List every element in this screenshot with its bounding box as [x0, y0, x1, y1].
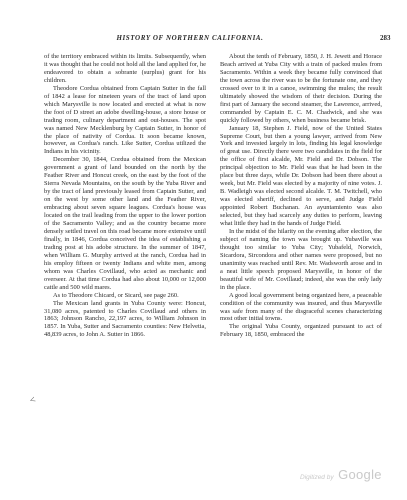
stamp-brand: Google	[338, 467, 382, 482]
paragraph: The original Yuba County, organized pursuant to act of February 18, 1850, embraced the	[220, 323, 382, 339]
page-title: HISTORY OF NORTHERN CALIFORNIA.	[116, 34, 264, 42]
paragraph: As to Theodore Chicard, or Sicard, see page 260.	[53, 291, 179, 299]
paragraph: A good local government being organized here, a peaceable condition of the community was insured, and thus Marysville was safe from many of the disgraceful scenes characterizing most other initial towns.	[220, 291, 382, 323]
paragraph: Theodore Cordua obtained from Captain Sutter in the fall of 1842 a lease for nineteen years of the tract of land upon which Marysville is now located and erected at what is now the foot of D street an adobe dwelling-house, a store house or trading room, culinary department and out-houses. The spot was named New Mecklenburg by Captain Sutter, in honor of the place of nativity of Cordua. It soon became known, however, as Cordua's ranch. Like Sutter, Cordua utilized the Indians in his vicinity.	[44, 84, 206, 156]
right-column	[220, 53, 382, 339]
digitization-stamp	[300, 466, 400, 484]
paragraph: December 30, 1844, Cordua obtained from the Mexican government a grant of land bounded on the north by the Feather River and Honcut creek, on the east by the foot of the Sierra Nevada Mountains, on the south by the Yuba River and by the tract of land previously leased from Captain Sutter, and on the west by some other land and the Feather River, embracing about seven square leagues. Cordua's house was located on the trail leading from the upper to the lower portion of the Sacramento Valley; and as the country became more densely settled travel on this road became more extensive until finally, in 1846, Cordua conceived the idea of establishing a trading post at his adobe structure. In the summer of 1847, when William G. Murphy arrived at the ranch, Cordua had in his employ fifteen or twenty Indians and white men, among whom was Charles Covillaud, who acted as mechanic and overseer. At that time Cordua had also about 10,000 or 12,000 cattle and 500 wild mares.	[44, 156, 206, 291]
stamp-prefix: Digitized by	[300, 474, 334, 481]
paragraph: of the territory embraced within its limits. Subsequently, when it was thought that he could not hold all the land applied for, he endeavored to obtain a sobrante (surplus) grant for his children.	[44, 53, 206, 84]
paragraph: January 18, Stephen J. Field, now of the United States Supreme Court, but then a young lawyer, arrived from New York and invested largely in lots, finding his legal knowledge of great use. Directly there were two candidates in the field for the office of first alcalde, Mr. Field and Dr. Dobson. The principal objection to Mr. Field was that he had been in the place but three days, while Dr. Dobson had been there about a week, but Mr. Field was elected by a majority of nine votes. J. B. Wadleigh was elected second alcalde. T. M. Twitchell, who was elected sheriff, declined to serve, and Judge Field appointed Robert Buchanan. An ayuntamiento was also selected, but they had scarcely any duties to perform, leaving what little they had in the hands of Judge Field.	[220, 124, 382, 228]
margin-pencil-mark: <	[28, 394, 38, 407]
paragraph: The Mexican land grants in Yuba County were: Honcut, 31,080 acres, patented to Charles Covillaud and others in 1863; Johnson Rancho, 22,197 acres, to William Johnson in 1857. In Yuba, Sutter and Sacramento counties: New Helvetia, 48,839 acres, to John A. Sutter in 1866.	[44, 299, 206, 339]
page-number: 283	[380, 34, 391, 42]
paragraph: About the tenth of February, 1850, J. H. Jewett and Horace Beach arrived at Yuba City with a train of packed mules from Sacramento. Within a week they became fully convinced that the town across the river was to be the fortunate one, and they crossed over to it in a canoe, swimming the mules; the result ultimately showed the wisdom of their decision. During the first part of January the second steamer, the Lawrence, arrived, commanded by Captain E. C. M. Chadwick, and she was quickly followed by others, when business became brisk.	[220, 53, 382, 124]
paragraph: In the midst of the hilarity on the evening after election, the subject of naming the town was brought up. Yubaville was thought too similar to Yuba City; Yubafeld, Norwich, Sicardora, Sircondora and other names were proposed, but no unanimity was reached until Rev. Mr. Wadsworth arose and in a neat little speech proposed Marysville, in honor of the beautiful wife of Mr. Covillaud; indeed, she was the only lady in the place.	[220, 227, 382, 291]
left-column	[44, 53, 206, 339]
running-head	[0, 34, 407, 46]
